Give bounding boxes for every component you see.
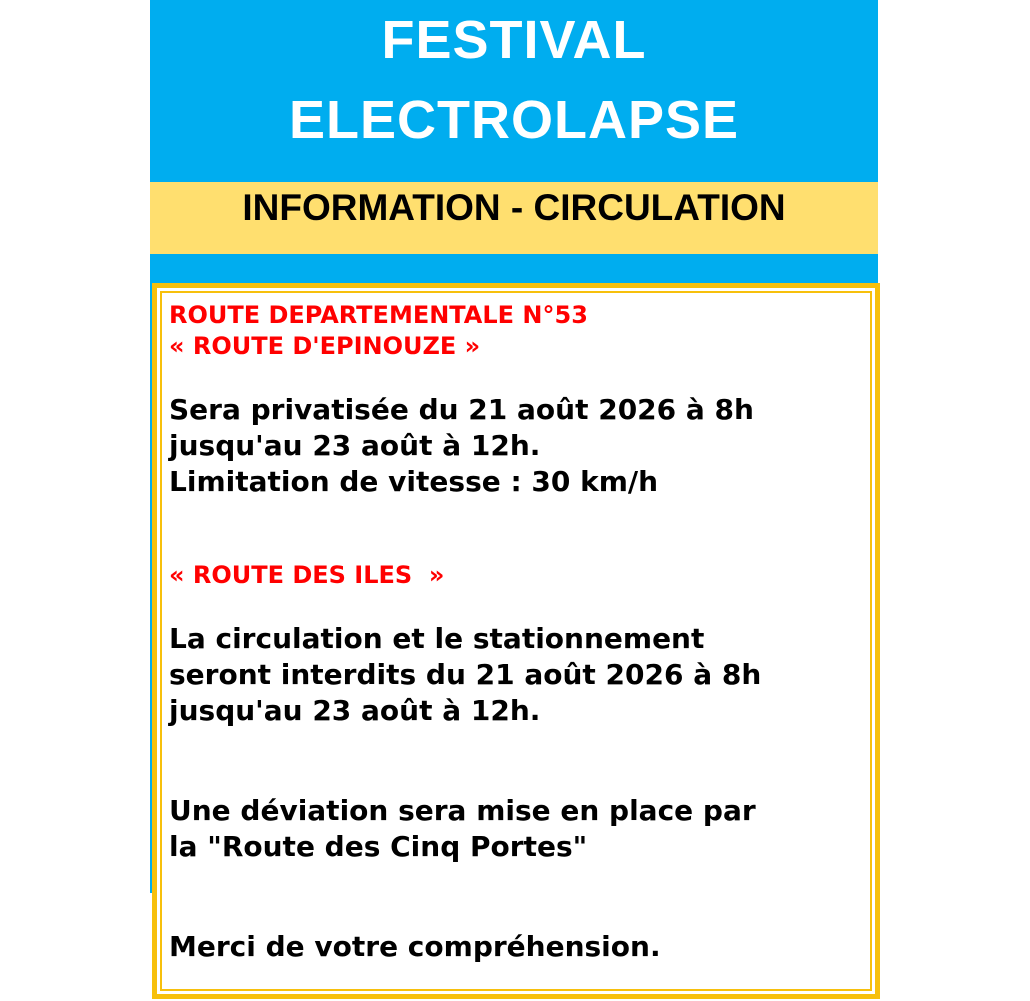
section2-body-line2: seront interdits du 21 août 2026 à 8h <box>169 658 762 691</box>
section1-body-line2: jusqu'au 23 août à 12h. <box>169 429 541 462</box>
festival-title <box>150 0 878 182</box>
section3-body-line1: Une déviation sera mise en place par <box>169 794 756 827</box>
banner-text: INFORMATION - CIRCULATION <box>242 187 786 228</box>
title-line-2: ELECTROLAPSE <box>288 90 740 150</box>
section1-heading-line2: « ROUTE D'EPINOUZE » <box>169 332 481 360</box>
notice-box <box>152 283 880 999</box>
section2-body-line3: jusqu'au 23 août à 12h. <box>169 694 541 727</box>
section1-body-line3: Limitation de vitesse : 30 km/h <box>169 465 659 498</box>
title-line-1: FESTIVAL <box>381 10 647 70</box>
info-banner <box>150 182 878 254</box>
section3-body-line2: la "Route des Cinq Portes" <box>169 830 588 863</box>
section2-heading: « ROUTE DES ILES » <box>169 561 445 589</box>
section1-heading-line1: ROUTE DEPARTEMENTALE N°53 <box>169 301 588 329</box>
section2-body-line1: La circulation et le stationnement <box>169 622 705 655</box>
closing-text: Merci de votre compréhension. <box>169 930 661 963</box>
section1-body-line1: Sera privatisée du 21 août 2026 à 8h <box>169 393 754 426</box>
